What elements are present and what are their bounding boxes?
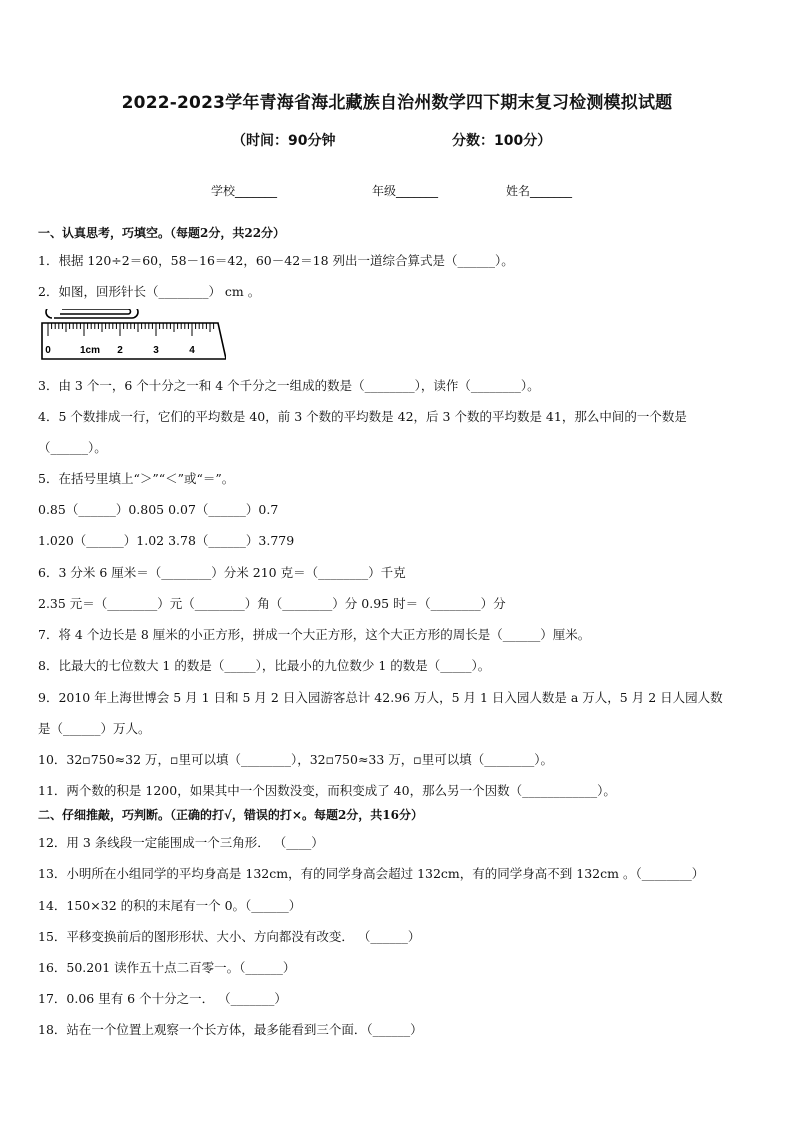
ruler-label-2: 2 xyxy=(117,345,123,356)
question-6-row2: 2.35 元＝（________）元（________）角（________）分 0.95 时＝（________）分 xyxy=(38,596,506,611)
question-6: 6．3 分米 6 厘米＝（________）分米 210 克＝（________）千克 xyxy=(38,565,406,580)
question-10: 10．32▫750≈32 万，▫里可以填（________），32▫750≈33 万，▫里可以填（________）。 xyxy=(38,752,554,767)
question-18: 18．站在一个位置上观察一个长方体，最多能看到三个面．（______） xyxy=(38,1022,423,1037)
question-17: 17．0.06 里有 6 个十分之一． （_______） xyxy=(38,991,287,1006)
question-15: 15．平移变换前后的图形形状、大小、方向都没有改变． （______） xyxy=(38,929,421,944)
question-8: 8．比最大的七位数大 1 的数是（_____），比最小的九位数少 1 的数是（_____）。 xyxy=(38,658,491,673)
question-14: 14．150×32 的积的末尾有一个 0。（______） xyxy=(38,898,302,913)
exam-time: （时间：90分钟 xyxy=(232,133,336,149)
ruler-label-1: 1cm xyxy=(79,345,101,356)
question-5: 5．在括号里填上“＞”“＜”或“＝”。 xyxy=(38,471,235,486)
name-field: 姓名_______ xyxy=(506,184,573,198)
exam-score: 分数：100分） xyxy=(452,133,552,149)
page-title: 2022-2023学年青海省海北藏族自治州数学四下期末复习检测模拟试题 xyxy=(121,93,673,113)
question-5-row2: 1.020（______）1.02 3.78（______）3.779 xyxy=(38,533,295,548)
question-9: 9．2010 年上海世博会 5 月 1 日和 5 月 2 日入园游客总计 42.96 万人，5 月 1 日入园人数是 a 万人，5 月 2 日人园人数 xyxy=(38,690,723,705)
grade-field: 年级_______ xyxy=(372,184,439,198)
ruler-label-3: 3 xyxy=(153,345,159,356)
question-13: 13．小明所在小组同学的平均身高是 132cm，有的同学身高会超过 132cm，有的同学身高不到 132cm 。（________） xyxy=(38,866,705,881)
school-field: 学校_______ xyxy=(211,184,278,198)
paper-clip-icon xyxy=(46,309,138,318)
question-9-cont: 是（______）万人。 xyxy=(38,721,151,736)
ruler-label-4: 4 xyxy=(189,345,195,356)
section-2-heading: 二、仔细推敲，巧判断。（正确的打√，错误的打×。每题2分，共16分） xyxy=(38,808,423,822)
question-4-cont: （______）。 xyxy=(38,440,107,455)
question-1: 1．根据 120÷2＝60，58－16＝42，60－42＝18 列出一道综合算式是（______）。 xyxy=(38,253,514,268)
question-11: 11．两个数的积是 1200，如果其中一个因数没变，而积变成了 40，那么另一个因数（____________）。 xyxy=(38,783,616,798)
ruler-figure xyxy=(40,309,226,369)
question-5-row1: 0.85（______）0.805 0.07（______）0.7 xyxy=(38,502,279,517)
question-3: 3．由 3 个一，6 个十分之一和 4 个千分之一组成的数是（________），读作（________）。 xyxy=(38,378,540,393)
question-2: 2．如图，回形针长（________） cm 。 xyxy=(38,284,261,299)
section-1-heading: 一、认真思考，巧填空。（每题2分，共22分） xyxy=(38,226,286,240)
question-4: 4．5 个数排成一行，它们的平均数是 40，前 3 个数的平均数是 42，后 3 个数的平均数是 41，那么中间的一个数是 xyxy=(38,409,687,424)
question-12: 12．用 3 条线段一定能围成一个三角形． （____） xyxy=(38,835,324,850)
ruler-label-0: 0 xyxy=(45,345,51,356)
question-7: 7．将 4 个边长是 8 厘米的小正方形，拼成一个大正方形，这个大正方形的周长是（______）厘米。 xyxy=(38,627,591,642)
question-16: 16．50.201 读作五十点二百零一。（______） xyxy=(38,960,296,975)
